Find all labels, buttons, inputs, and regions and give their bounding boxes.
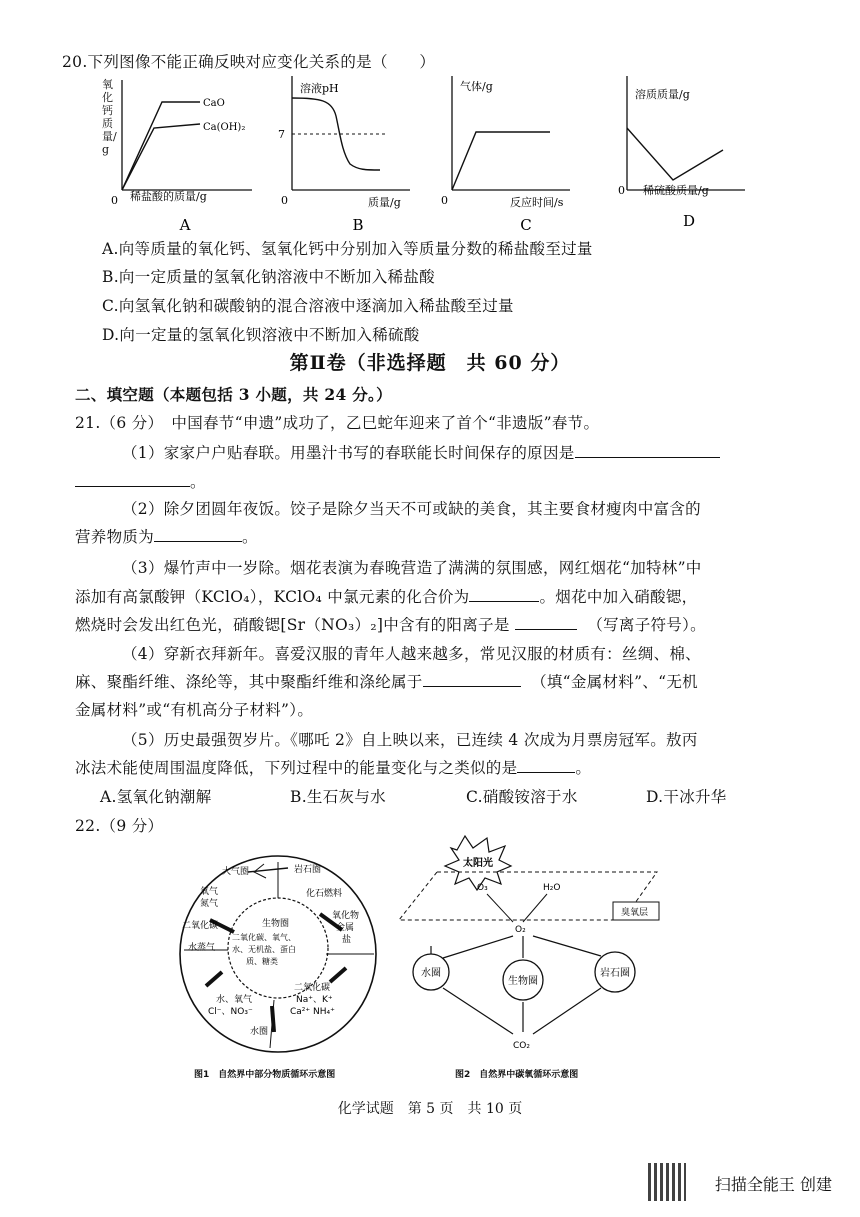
fig2-bio: 生物圈 bbox=[508, 976, 538, 987]
answer-blank-6[interactable] bbox=[517, 758, 575, 773]
q21-part1-end: 。 bbox=[75, 470, 206, 492]
chart-d-xlabel: 稀硫酸质量/g bbox=[643, 184, 709, 197]
svg-text:氧化物: 氧化物 bbox=[332, 911, 360, 921]
chart-a-letter: A bbox=[179, 216, 191, 234]
q21-part4d: 金属材料”或“有机高分子材料”）。 bbox=[75, 701, 314, 719]
svg-text:盐: 盐 bbox=[342, 935, 352, 945]
fig1-hydrosphere: 水圈 bbox=[250, 1027, 269, 1037]
q21-part3a: （3）爆竹声中一岁除。烟花表演为春晚营造了满满的氛围感，网红烟花“加特林”中 bbox=[122, 559, 702, 577]
qr-code-icon bbox=[648, 1163, 686, 1201]
fig1-atmosphere: 大气圈 bbox=[222, 867, 250, 877]
chart-d-origin: 0 bbox=[618, 184, 625, 197]
chart-b-origin: 0 bbox=[281, 194, 288, 207]
q21-part3b: 添加有高氯酸钾（KClO₄），KClO₄ 中氯元素的化合价为 。烟花中加入硝酸锶， bbox=[75, 588, 698, 606]
chart-b-letter: B bbox=[352, 216, 364, 234]
q21-choice-c: C.硝酸铵溶于水 bbox=[466, 788, 578, 806]
answer-blank-5[interactable] bbox=[423, 672, 521, 687]
q21-part2b: 营养物质为 。 bbox=[75, 528, 258, 546]
svg-text:O₃: O₃ bbox=[477, 883, 488, 893]
chart-c-xlabel: 反应时间/s bbox=[510, 196, 564, 209]
q20-option-b: B.向一定质量的氢氧化钠溶液中不断加入稀盐酸 bbox=[102, 268, 435, 286]
chart-c-ylabel: 气体/g bbox=[460, 80, 493, 93]
fig1-fossil-fuel: 化石燃料 bbox=[306, 889, 343, 899]
q21-part4b: 麻、聚酯纤维、涤纶等，其中聚酯纤维和涤纶属于 （填“金属材料”、“无机 bbox=[75, 673, 698, 691]
svg-text:水蒸气: 水蒸气 bbox=[188, 943, 216, 953]
series-cao-line bbox=[122, 102, 200, 190]
answer-blank-1b[interactable] bbox=[75, 472, 190, 487]
chart-d-letter: D bbox=[682, 212, 696, 230]
chart-a bbox=[100, 72, 260, 241]
chart-a-ylabel: 氧化钙质量/g bbox=[102, 78, 117, 156]
chart-c-letter: C bbox=[520, 216, 532, 234]
chart-b bbox=[270, 72, 420, 241]
svg-text:二氧化碳: 二氧化碳 bbox=[294, 983, 331, 993]
q21-choice-a: A.氢氧化钠潮解 bbox=[100, 788, 212, 806]
svg-text:Na⁺、K⁺: Na⁺、K⁺ bbox=[296, 995, 333, 1005]
figure-2-carbon-oxygen-cycle bbox=[395, 828, 665, 1072]
fig1-biosphere: 生物圈 bbox=[262, 919, 290, 929]
scanner-watermark: 扫描全能王 创建 bbox=[714, 1175, 832, 1194]
page-footer: 化学试题 第 5 页 共 10 页 bbox=[337, 1101, 523, 1117]
fig2-rock: 岩石圈 bbox=[600, 968, 630, 979]
svg-text:水、无机盐、蛋白: 水、无机盐、蛋白 bbox=[232, 945, 296, 954]
figure-2-caption: 图2 自然界中碳氧循环示意图 bbox=[455, 1070, 579, 1080]
svg-text:二氧化碳、氧气、: 二氧化碳、氧气、 bbox=[232, 933, 296, 942]
fig2-sun: 太阳光 bbox=[463, 858, 493, 869]
svg-text:二氧化碳: 二氧化碳 bbox=[182, 921, 219, 931]
fig2-water: 水圈 bbox=[421, 968, 441, 979]
svg-text:Ca²⁺ NH₄⁺: Ca²⁺ NH₄⁺ bbox=[290, 1007, 335, 1017]
q21-choice-b: B.生石灰与水 bbox=[290, 788, 386, 806]
answer-blank-3[interactable] bbox=[469, 587, 539, 602]
q20-option-d: D.向一定量的氢氧化钡溶液中不断加入稀硫酸 bbox=[102, 326, 420, 344]
chart-c bbox=[430, 72, 580, 241]
svg-text:水、氧气: 水、氧气 bbox=[216, 995, 253, 1005]
answer-blank-4[interactable] bbox=[515, 615, 577, 630]
svg-text:氮气: 氮气 bbox=[200, 899, 219, 909]
q20-option-c: C.向氢氧化钠和碳酸钠的混合溶液中逐滴加入稀盐酸至过量 bbox=[102, 297, 514, 315]
part2-title: 第Ⅱ卷（非选择题 共 60 分） bbox=[289, 352, 571, 374]
chart-a-origin: 0 bbox=[111, 194, 118, 207]
solute-line bbox=[627, 128, 723, 180]
series-caoh2-line bbox=[122, 124, 200, 190]
svg-text:氧气: 氧气 bbox=[200, 887, 219, 897]
question-21-stem: 21.（6 分） 中国春节“申遗”成功了，乙巳蛇年迎来了首个“非遗版”春节。 bbox=[75, 414, 600, 432]
fig2-ozone: 臭氧层 bbox=[621, 908, 649, 918]
svg-text:Cl⁻、NO₃⁻: Cl⁻、NO₃⁻ bbox=[208, 1007, 253, 1017]
section2-heading: 二、填空题（本题包括 3 小题，共 24 分。） bbox=[75, 385, 392, 404]
fig2-o2: O₂ bbox=[515, 925, 526, 935]
chart-b-tick-7: 7 bbox=[278, 128, 285, 141]
chart-b-xlabel: 质量/g bbox=[368, 196, 401, 209]
question-22-stem: 22.（9 分） bbox=[75, 817, 164, 835]
figure-1-material-cycle bbox=[170, 842, 390, 1074]
chart-d bbox=[605, 72, 755, 241]
q21-part2a: （2）除夕团圆年夜饭。饺子是除夕当天不可或缺的美食，其主要食材瘦肉中富含的 bbox=[122, 500, 701, 518]
svg-text:H₂O: H₂O bbox=[543, 883, 561, 893]
q20-option-a: A.向等质量的氧化钙、氢氧化钙中分别加入等质量分数的稀盐酸至过量 bbox=[102, 240, 593, 258]
chart-c-origin: 0 bbox=[441, 194, 448, 207]
q21-part3d: 燃烧时会发出红色光，硝酸锶[Sr（NO₃）₂]中含有的阳离子是 （写离子符号）。 bbox=[75, 616, 706, 634]
q21-part5a: （5）历史最强贺岁片。《哪吒 2》自上映以来，已连续 4 次成为月票房冠军。敖丙 bbox=[122, 731, 698, 749]
chart-d-ylabel: 溶质质量/g bbox=[635, 88, 690, 101]
answer-blank-1[interactable] bbox=[575, 443, 720, 458]
series-cao-label: CaO bbox=[203, 98, 225, 109]
q21-part5b: 冰法术能使周围温度降低，下列过程中的能量变化与之类似的是 。 bbox=[75, 759, 592, 777]
svg-text:质、糖类: 质、糖类 bbox=[246, 957, 278, 966]
q21-choice-d: D.干冰升华 bbox=[646, 788, 727, 806]
answer-blank-2[interactable] bbox=[154, 527, 242, 542]
svg-text:金属: 金属 bbox=[336, 923, 355, 933]
gas-line bbox=[452, 132, 550, 190]
fig2-co2: CO₂ bbox=[513, 1041, 530, 1051]
chart-b-ylabel: 溶液pH bbox=[300, 82, 339, 95]
q21-part4a: （4）穿新衣拜新年。喜爱汉服的青年人越来越多，常见汉服的材质有：丝绸、棉、 bbox=[122, 645, 701, 663]
series-caoh2-label: Ca(OH)₂ bbox=[203, 122, 246, 133]
figure-1-caption: 图1 自然界中部分物质循环示意图 bbox=[194, 1070, 336, 1080]
question-20-stem: 20.下列图像不能正确反映对应变化关系的是（ ） bbox=[62, 53, 436, 71]
q21-part1: （1）家家户户贴春联。用墨汁书写的春联能长时间保存的原因是 bbox=[122, 441, 720, 463]
fig1-lithosphere: 岩石圈 bbox=[294, 865, 322, 875]
chart-a-xlabel: 稀盐酸的质量/g bbox=[130, 190, 207, 203]
